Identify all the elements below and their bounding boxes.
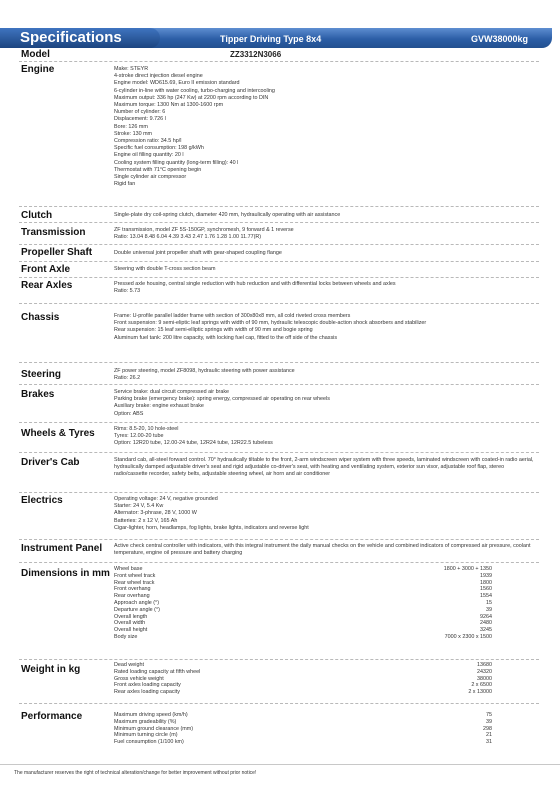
row-name: Approach angle (°): [114, 599, 160, 606]
table-row: [114, 566, 492, 573]
chassis-line: Rear suspension: 15 leaf semi-elliptic springs with width of 90 mm and bogie spring: [114, 327, 313, 334]
propeller-shaft-specs: [114, 250, 534, 257]
header-gvw-code: GVW38000kg: [470, 34, 528, 44]
weight-label: Weight in kg: [21, 664, 81, 675]
brakes-specs: [114, 389, 534, 418]
table-row: [114, 689, 492, 696]
dimensions-label: Dimensions in mm: [21, 568, 110, 579]
engine-line: Make: STEYR: [114, 66, 149, 72]
header-subtitle: Tipper Driving Type 8x4: [220, 34, 322, 44]
row-value: 7000 x 2300 x 1500: [444, 633, 492, 640]
row-name: Overall height: [114, 627, 148, 634]
chassis-specs: [114, 313, 534, 342]
performance-label: Performance: [21, 711, 83, 722]
page-title: Specifications: [20, 29, 122, 46]
engine-line: Cooling system filling quantity (long-term filling): 40 l: [114, 159, 239, 166]
table-row: [114, 726, 492, 733]
engine-label: Engine: [21, 64, 55, 75]
steering-line: ZF power steering, model ZF8098, hydraulic steering with power assistance: [114, 368, 295, 374]
engine-line: Rigid fan: [114, 181, 136, 188]
row-name: Rated loading capacity at fifth wheel: [114, 668, 201, 675]
transmission-specs: [114, 227, 534, 241]
table-row: [114, 676, 492, 683]
electrics-line: Cigar-lighter, horn, headlamps, fog lights, brake lights, indicators and reverse light: [114, 524, 309, 531]
table-row: [114, 712, 492, 719]
table-row: [114, 732, 492, 739]
clutch-label: Clutch: [21, 210, 53, 221]
transmission-line: Ratio: 13.04 8.48 6.04 4.39 3.43 2.47 1.76 1.28 1.00 11.77(R): [114, 234, 262, 241]
electrics-line: Starter: 24 V, 5.4 Kw: [114, 503, 164, 510]
dimensions-table: [114, 566, 492, 641]
divider: [19, 362, 539, 363]
brakes-line: Option: ABS: [114, 410, 144, 417]
row-value: 2 x 13000: [468, 689, 492, 696]
row-name: Maximum gradeability (%): [114, 718, 177, 725]
row-value: 1560: [480, 586, 492, 593]
row-value: 298: [483, 725, 492, 732]
table-row: [114, 607, 492, 614]
row-name: Dead weight: [114, 662, 144, 668]
wheels-tyres-line: Rims: 8.5-20, 10 hole-steel: [114, 426, 179, 432]
divider: [19, 384, 539, 385]
front-axle-specs: [114, 266, 534, 273]
engine-line: Compression ratio: 34.5 hp/l: [114, 138, 182, 145]
clutch-specs: [114, 212, 534, 219]
row-name: Maximum driving speed (km/h): [114, 712, 188, 718]
table-row: [114, 719, 492, 726]
table-row: [114, 627, 492, 634]
table-row: [114, 580, 492, 587]
row-name: Wheel base: [114, 566, 143, 572]
row-name: Front wheel track: [114, 572, 156, 579]
divider: [19, 206, 539, 207]
wheels-tyres-label: Wheels & Tyres: [21, 428, 95, 439]
engine-line: Engine oil filling quantity: 20 l: [114, 152, 184, 159]
row-value: 38000: [477, 675, 492, 682]
divider: [19, 303, 539, 304]
row-value: 39: [486, 606, 492, 613]
chassis-line: Aluminum fuel tank: 200 litre capacity, with locking fuel cap, fitted to the off side of the chassis: [114, 334, 338, 341]
electrics-line: Operating voltage: 24 V, negative grounded: [114, 496, 218, 502]
propeller-shaft-line: Double universal joint propeller shaft with gear-shaped coupling flange: [114, 250, 282, 256]
model-label: Model: [21, 49, 50, 60]
row-name: Overall width: [114, 620, 146, 627]
row-value: 21: [486, 732, 492, 739]
row-value: 9264: [480, 613, 492, 620]
clutch-line: Single-plate dry coil-spring clutch, diameter 420 mm, hydraulically operating with air assistance: [114, 212, 341, 218]
row-value: 13680: [477, 662, 492, 668]
propeller-shaft-label: Propeller Shaft: [21, 247, 93, 258]
chassis-label: Chassis: [21, 312, 60, 323]
electrics-line: Alternator: 3-phrase, 28 V, 1000 W: [114, 510, 197, 517]
engine-line: Maximum torque: 1300 Nm at 1300-1600 rpm: [114, 102, 224, 109]
engine-line: Stroke: 130 mm: [114, 130, 153, 137]
divider: [19, 539, 539, 540]
row-name: Front axles loading capacity: [114, 682, 181, 689]
chassis-line: Front suspension: 9 semi-eliptic leaf springs with width of 90 mm, hydraulic telescopic double-action shock absorbers and stabilizer: [114, 320, 427, 327]
table-row: [114, 614, 492, 621]
front-axle-line: Steering with double T-cross section beam: [114, 266, 216, 272]
table-row: [114, 739, 492, 746]
engine-line: Bore: 126 mm: [114, 123, 148, 130]
instrument-panel-specs: [114, 543, 534, 557]
engine-specs: [114, 66, 534, 188]
row-value: 2480: [480, 620, 492, 627]
rear-axles-line: Ratio: 5.73: [114, 288, 141, 295]
engine-line: Maximum output: 336 hp (247 Kw) at 2200 rpm according to DIN: [114, 94, 269, 101]
table-row: [114, 634, 492, 641]
row-name: Gross vehicle weight: [114, 675, 164, 682]
footer-disclaimer: The manufacturer reserves the right of technical alteration/change for better improvement without prior notice!: [14, 770, 257, 776]
divider: [19, 703, 539, 704]
row-name: Front overhang: [114, 586, 151, 593]
divider: [19, 222, 539, 223]
engine-line: Thermostat with 71°C opening begin: [114, 166, 202, 173]
engine-line: Displacement: 9.726 l: [114, 116, 166, 123]
engine-line: Single cylinder air compressor: [114, 174, 187, 181]
divider: [19, 492, 539, 493]
row-value: 15: [486, 599, 492, 606]
divider: [19, 562, 539, 563]
electrics-specs: [114, 496, 534, 532]
weight-table: [114, 662, 492, 696]
table-row: [114, 573, 492, 580]
divider: [19, 244, 539, 245]
divider: [19, 659, 539, 660]
brakes-label: Brakes: [21, 389, 55, 400]
row-value: 39: [486, 718, 492, 725]
row-name: Body size: [114, 633, 138, 640]
transmission-line: ZF transmission, model ZF 5S-150GP, synchromesh, 9 forward & 1 reverse: [114, 227, 294, 233]
wheels-tyres-line: Option: 12R20 tube, 12.00-24 tube, 12R24 tube, 12R22.5 tubeless: [114, 440, 273, 447]
drivers-cab-text: Standard cab, all-steel forward control. 70° hydraulically tiltable to the front, 2-arm windscreen wiper system with three speeds, laminated windscreen with coated-in radio aerial, hydraulically damped adjustable driver's seat and rigid adjustable co-driver's seat, with heating and ventilating system, exterior sun visor, adjustable roof flap, stereo radio/cassette recorder, safety belts, adjustable steering wheel, air horn and air conditioner: [114, 457, 534, 478]
model-value: ZZ3312N3066: [230, 50, 282, 59]
row-name: Rear axles loading capacity: [114, 689, 180, 696]
wheels-tyres-specs: [114, 426, 534, 448]
divider: [19, 261, 539, 262]
instrument-panel-text: Active check central controller with indicators, with this integral instrument the daily manual checks on the vehicle and combined indicators of compressed air pressure, coolant temperature, engine oil pressure and battery charging: [114, 543, 531, 557]
steering-line: Ratio: 26.2: [114, 375, 141, 382]
drivers-cab-specs: [114, 457, 534, 479]
row-name: Overall length: [114, 613, 148, 620]
divider: [19, 277, 539, 278]
row-value: 3245: [480, 627, 492, 634]
steering-label: Steering: [21, 369, 62, 380]
table-row: [114, 669, 492, 676]
wheels-tyres-line: Tyres: 12.00-20 tube: [114, 433, 164, 440]
row-value: 24320: [477, 668, 492, 675]
row-value: 2 x 6500: [471, 682, 492, 689]
instrument-panel-label: Instrument Panel: [21, 543, 103, 554]
table-row: [114, 682, 492, 689]
row-name: Minimum turning circle (m): [114, 732, 178, 739]
row-value: 1800: [480, 579, 492, 586]
row-name: Rear overhang: [114, 593, 150, 600]
transmission-label: Transmission: [21, 227, 86, 238]
row-value: 75: [486, 712, 492, 718]
table-row: [114, 593, 492, 600]
engine-line: Number of cylinder: 6: [114, 109, 166, 116]
row-name: Fuel consumption (1/100 km): [114, 739, 184, 746]
table-row: [114, 600, 492, 607]
divider: [19, 452, 539, 453]
electrics-line: Batteries: 2 x 12 V, 165 Ah: [114, 517, 178, 524]
front-axle-label: Front Axle: [21, 264, 71, 275]
divider: [19, 61, 539, 62]
table-row: [114, 620, 492, 627]
row-name: Departure angle (°): [114, 606, 160, 613]
brakes-line: Parking brake (emergency brake): spring energy, compressed air operating on rear wheels: [114, 396, 330, 403]
drivers-cab-label: Driver's Cab: [21, 457, 80, 468]
rear-axles-line: Pressed axle housing, central single reduction with hub reduction and with differential locks between wheels and axles: [114, 281, 396, 287]
chassis-line: Frame: U-profile parallel ladder frame with section of 300x80x8 mm, all cold riveted cross members: [114, 313, 351, 319]
brakes-line: Service brake: dual circuit compressed air brake: [114, 389, 230, 395]
row-value: 1554: [480, 593, 492, 600]
engine-line: Engine model: WD615.69, Euro II emission standard: [114, 80, 240, 87]
row-value: 1939: [480, 572, 492, 579]
row-value: 31: [486, 739, 492, 746]
row-name: Minimum ground clearance (mm): [114, 725, 194, 732]
engine-line: 6-cylinder in-line with water cooling, turbo-charging and intercooling: [114, 87, 275, 94]
row-name: Rear wheel track: [114, 579, 155, 586]
performance-table: [114, 712, 492, 746]
electrics-label: Electrics: [21, 495, 63, 506]
rear-axles-label: Rear Axles: [21, 280, 73, 291]
row-value: 1800 + 3000 + 1350: [443, 566, 492, 572]
steering-specs: [114, 368, 534, 382]
engine-line: Specific fuel consumption: 198 g/kWh: [114, 145, 204, 152]
divider: [19, 422, 539, 423]
table-row: [114, 662, 492, 669]
rear-axles-specs: [114, 281, 534, 295]
engine-line: 4-stroke direct injection diesel engine: [114, 73, 203, 80]
spec-header: [0, 28, 552, 48]
table-row: [114, 586, 492, 593]
footer-divider: [0, 764, 560, 765]
brakes-line: Auxiliary brake: engine exhaust brake: [114, 403, 204, 410]
